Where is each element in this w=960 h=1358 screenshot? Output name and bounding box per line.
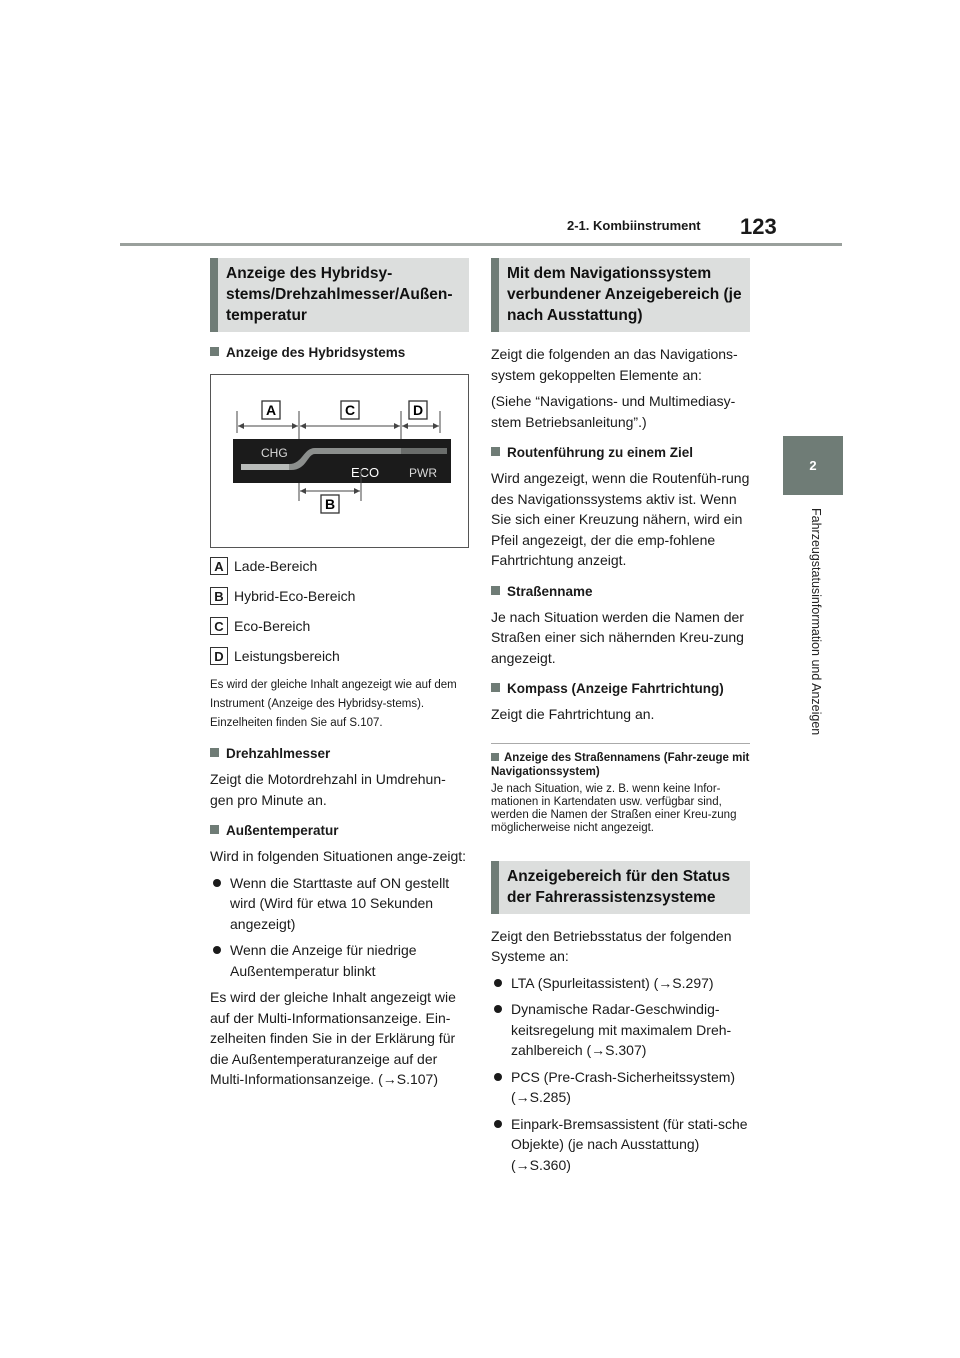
square-bullet-icon	[491, 586, 500, 595]
header-rule	[120, 243, 842, 246]
navigation-intro-ref: (Siehe “Navigations- und Multimediasy-stem Betriebsanleitung”.)	[491, 393, 736, 430]
compass-text: Zeigt die Fahrtrichtung an.	[491, 706, 655, 722]
square-bullet-icon	[210, 825, 219, 834]
note-heading-text: Anzeige des Straßennamens (Fahr-zeuge mit Navigationssystem)	[491, 751, 750, 778]
legend-text: Eco-Bereich	[234, 618, 311, 634]
chapter-tab: 2	[783, 436, 843, 495]
section-heading-hybrid	[210, 258, 469, 332]
tachometer-text: Zeigt die Motordrehzahl in Umdrehun-gen pro Minute an.	[210, 771, 446, 808]
route-guidance-text: Wird angezeigt, wenn die Routenfüh-rung des Navigationssystems aktiv ist. Wenn Sie sich einer Kreuzung nähern, wird ein Pfeil angezeigt, der die emp-fohlene Fahrtrichtung anzeigt.	[491, 470, 750, 568]
subheading-outside-temp	[210, 822, 469, 840]
driver-assist-intro: Zeigt den Betriebsstatus der folgenden Systeme an:	[491, 927, 732, 964]
section-heading-driver-assist: Anzeigebereich für den Status der Fahrerassistenzsysteme	[491, 861, 750, 914]
section-heading-hybrid-text: Anzeige des Hybridsy- stems/Drehzahlmesser/Außen- temperatur	[226, 265, 453, 324]
navigation-intro: Zeigt die folgenden an das Navigations-system gekoppelten Elemente an:	[491, 346, 738, 383]
legend-key: B	[210, 587, 228, 605]
section-heading-navigation: Mit dem Navigationssystem verbundener Anzeigebereich (je nach Ausstattung)	[491, 258, 750, 332]
gauge-eco: ECO	[351, 465, 380, 480]
legend-item	[210, 614, 469, 638]
subheading-text: Drehzahlmesser	[226, 746, 331, 761]
bullet-item: Dynamische Radar-Geschwindig-keitsregelung mit maximalem Dreh-zahlbereich (→S.307)	[491, 999, 750, 1061]
legend-item	[210, 584, 469, 608]
chapter-title: Fahrzeugstatusinformation und Anzeigen	[809, 508, 823, 736]
square-bullet-icon	[210, 748, 219, 757]
gauge-pwr: PWR	[409, 466, 437, 480]
label-c: C	[344, 402, 356, 418]
subheading-text: Außentemperatur	[226, 823, 339, 838]
legend-item	[210, 554, 469, 578]
subheading-street-name	[491, 583, 750, 601]
street-name-text: Je nach Situation werden die Namen der Straßen einer sich nähernden Kreu-zung angezeigt.	[491, 608, 744, 666]
legend-key: C	[210, 617, 228, 635]
subheading-tachometer	[210, 745, 469, 763]
hybrid-display-figure	[210, 374, 469, 548]
note-divider	[491, 743, 750, 744]
legend-text: Lade-Bereich	[234, 558, 318, 574]
hybrid-gauge-illustration	[211, 375, 468, 547]
subheading-compass	[491, 680, 750, 698]
bullet-item: Wenn die Anzeige für niedrige Außentemperatur blinkt	[210, 940, 469, 981]
note-heading	[491, 751, 750, 779]
outside-temp-text: Wird in folgenden Situationen ange-zeigt:	[210, 848, 467, 864]
hybrid-note: Es wird der gleiche Inhalt angezeigt wie auf dem Instrument (Anzeige des Hybridsy-stems). Einzelheiten finden Sie auf S.107.	[210, 679, 457, 729]
right-column	[491, 258, 750, 1175]
legend-text: Hybrid-Eco-Bereich	[234, 588, 356, 604]
square-bullet-icon	[491, 683, 500, 692]
bullet-item: Einpark-Bremsassistent (für stati-sche Objekte) (je nach Ausstattung) (→S.360)	[491, 1114, 750, 1176]
square-bullet-icon	[491, 447, 500, 456]
bullet-item: LTA (Spurleitassistent) (→S.297)	[491, 973, 750, 994]
section-title: 2-1. Kombiinstrument	[567, 218, 701, 233]
note-text: Je nach Situation, wie z. B. wenn keine Infor-mationen in Kartendaten usw. verfügbar sind, werden die Namen der Straßen einer Kreu-zung möglicherweise nicht angezeigt.	[491, 782, 737, 834]
legend-key: A	[210, 557, 228, 575]
gauge-chg: CHG	[261, 446, 288, 460]
subheading-text: Anzeige des Hybridsystems	[226, 345, 406, 360]
legend-item	[210, 644, 469, 668]
square-bullet-icon	[210, 347, 219, 356]
bullet-item: Wenn die Starttaste auf ON gestellt wird (Wird für etwa 10 Sekunden angezeigt)	[210, 873, 469, 935]
subheading-text: Straßenname	[507, 583, 593, 599]
subheading-route-guidance	[491, 444, 750, 462]
subheading-text: Routenführung zu einem Ziel	[507, 445, 693, 460]
label-a: A	[265, 402, 277, 418]
outside-temp-detail: Es wird der gleiche Inhalt angezeigt wie auf der Multi-Informationsanzeige. Ein-zelheiten finden Sie in der Erklärung für die Außentemperaturanzeige auf der Multi-Informationsanzeige. (→S.107)	[210, 989, 456, 1087]
subheading-hybrid-display	[210, 344, 469, 362]
square-bullet-icon	[491, 753, 499, 761]
label-b: B	[324, 496, 336, 512]
legend-text: Leistungsbereich	[234, 648, 340, 664]
left-column	[210, 258, 469, 1090]
bullet-item: PCS (Pre-Crash-Sicherheitssystem) (→S.285)	[491, 1067, 750, 1108]
label-d: D	[412, 402, 424, 418]
subheading-text: Kompass (Anzeige Fahrtrichtung)	[507, 681, 724, 696]
legend-key: D	[210, 647, 228, 665]
page-number: 123	[740, 214, 777, 239]
